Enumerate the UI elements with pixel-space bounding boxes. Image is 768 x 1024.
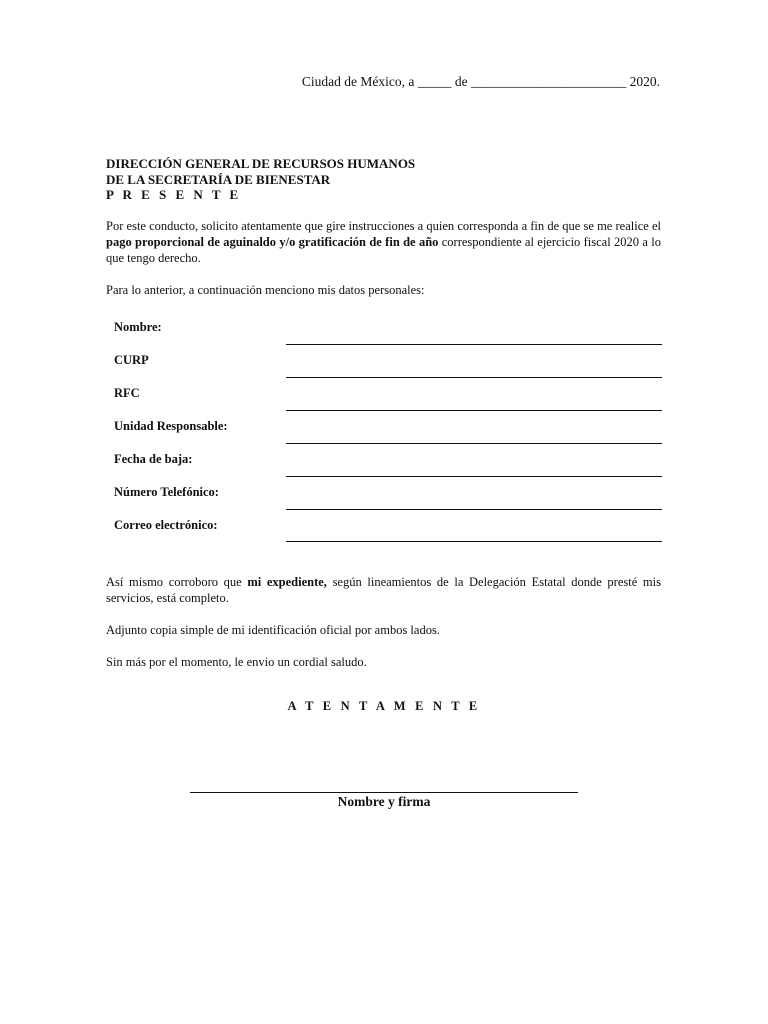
expediente-text-end: según lineamientos de la Delegación Estatal donde presté mis servicios, está completo. — [106, 575, 661, 605]
request-text-bold: pago proporcional de aguinaldo y/o gratificación de fin de año — [106, 235, 439, 249]
expediente-paragraph — [106, 574, 661, 606]
request-paragraph — [106, 218, 661, 266]
field-label-telefono: Número Telefónico: — [114, 485, 219, 499]
atentamente-label: A T E N T A M E N T E — [287, 699, 481, 713]
field-line-curp[interactable] — [286, 377, 662, 378]
field-label-rfc: RFC — [114, 386, 140, 400]
recipient-heading — [106, 156, 415, 203]
field-line-unidad-responsable[interactable] — [286, 443, 662, 444]
signature-line[interactable] — [190, 792, 578, 793]
recipient-line-2: DE LA SECRETARÍA DE BIENESTAR — [106, 171, 331, 187]
greeting-paragraph: Sin más por el momento, le envio un cordial saludo. — [106, 655, 367, 669]
field-label-unidad-responsable: Unidad Responsable: — [114, 419, 228, 433]
expediente-text-start: Así mismo corroboro que — [106, 575, 248, 589]
field-line-fecha-baja[interactable] — [286, 476, 662, 477]
field-label-curp: CURP — [114, 353, 149, 367]
field-line-rfc[interactable] — [286, 410, 662, 411]
field-label-fecha-baja: Fecha de baja: — [114, 452, 193, 466]
field-line-correo[interactable] — [286, 541, 662, 542]
request-text-end: correspondiente al ejercicio fiscal 2020 a lo que tengo derecho. — [106, 235, 661, 265]
recipient-line-1: DIRECCIÓN GENERAL DE RECURSOS HUMANOS — [106, 156, 416, 171]
presente-label: P R E S E N T E — [106, 187, 242, 202]
field-line-telefono[interactable] — [286, 509, 662, 510]
expediente-text-bold: mi expediente, — [247, 575, 327, 589]
request-text-start: Por este conducto, solicito atentamente que gire instrucciones a quien corresponda a fin de que se me realice el — [106, 219, 661, 233]
field-label-nombre: Nombre: — [114, 320, 162, 334]
signature-label: Nombre y firma — [337, 794, 431, 809]
personal-data-intro: Para lo anterior, a continuación menciono mis datos personales: — [106, 283, 425, 297]
attachment-paragraph: Adjunto copia simple de mi identificación oficial por ambos lados. — [106, 623, 440, 637]
field-label-correo: Correo electrónico: — [114, 518, 218, 532]
date-line: Ciudad de México, a _____ de _______________________ 2020. — [301, 74, 660, 89]
field-line-nombre[interactable] — [286, 344, 662, 345]
